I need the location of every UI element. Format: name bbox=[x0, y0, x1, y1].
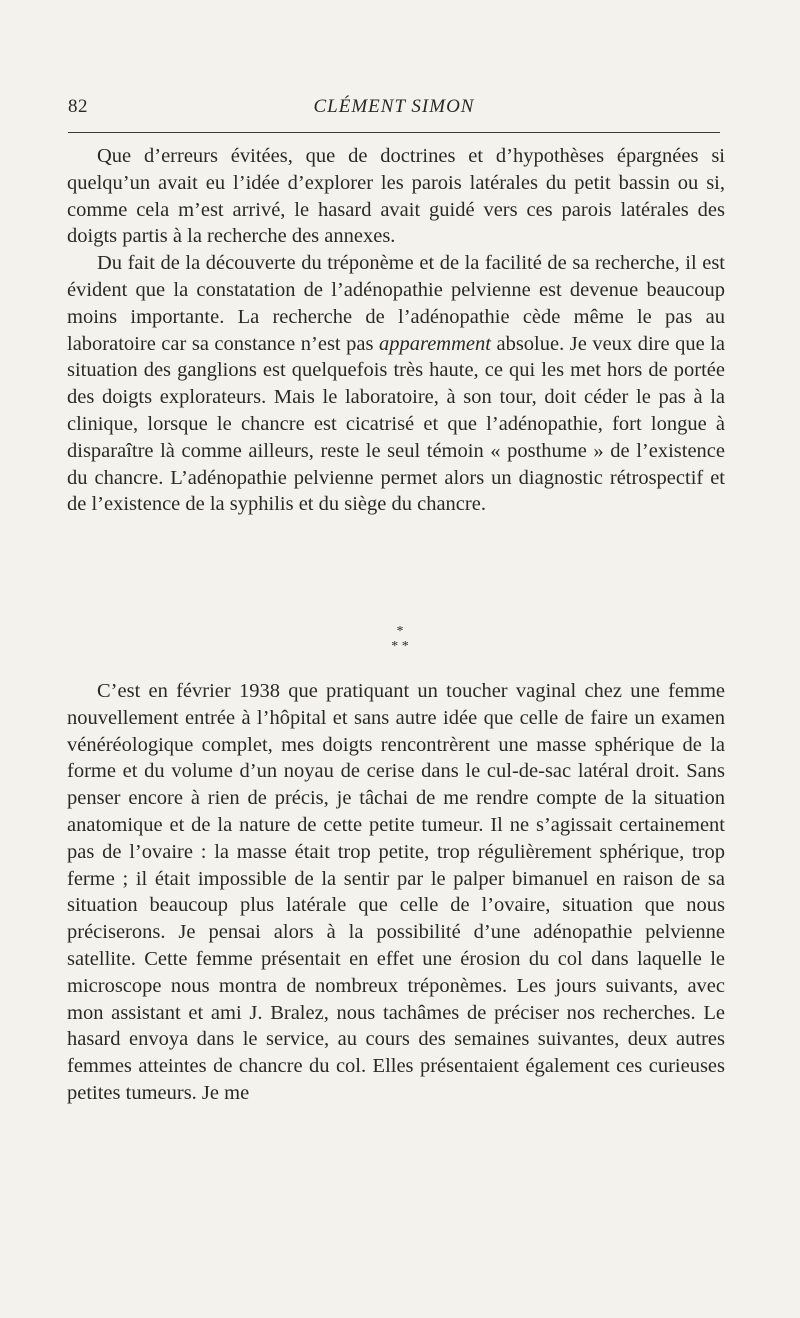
paragraph-2-start: Du fait de la découverte du tréponème et de la facilité de sa recherche, il est évident que la constatation de l’adénopathie pelvienne est devenue beaucoup moins importante. La recherche de l’adénopathie cède même le pas au laboratoire car sa constance n’est pas bbox=[67, 252, 725, 355]
paragraph-3: C’est en février 1938 que pratiquant un toucher vaginal chez une femme nouvellement entrée à l’hôpital et sans autre idée que celle de faire un examen vénéréologique complet, mes doigts rencontrèrent une masse sphérique de la forme et du volume d’un noyau de cerise dans le cul-de-sac latéral droit. Sans penser encore à rien de précis, je tâchai de me rendre compte de la situation anatomique et de la nature de cette petite tumeur. Il ne s’agissait certainement pas de l’ovaire : la masse était trop petite, trop régulièrement sphérique, trop ferme ; il était impossible de la sentir par le palper bimanuel en raison de sa situation beaucoup plus latérale que celle de l’ovaire, situation que nous préciserons. Je pensai alors à la possibilité d’une adénopathie pelvienne satellite. Cette femme présentait en effet une érosion du col dans laquelle le microscope nous montra de nombreux tréponèmes. Les jours suivants, avec mon assistant et ami J. Bralez, nous tachâmes de préciser nos recherches. Le hasard envoya dans le service, au cours des semaines suivantes, deux autres femmes atteintes de chancre du col. Elles présentaient également ces curieuses petites tumeurs. Je me bbox=[67, 680, 725, 1104]
paragraph-1: Que d’erreurs évitées, que de doctrines et d’hypothèses épargnées si quelqu’un avait eu l’idée d’explorer les parois latérales du petit bassin ou si, comme cela m’est arrivé, le hasard avait guidé vers ces parois latérales des doigts partis à la recherche des annexes. bbox=[67, 145, 725, 248]
asterism-bottom: * * bbox=[391, 639, 409, 654]
paragraph-2 bbox=[67, 250, 725, 518]
paragraph-2-emphasis: apparemment bbox=[378, 332, 491, 355]
paragraph-2-end: absolue. Je veux dire que la situation des ganglions est quelquefois très haute, ce qui les met hors de portée des doigts explorateurs. Mais le laboratoire, à son tour, doit céder le pas à la clinique, lorsque le chancre est cicatrisé et que l’adénopathie, fort longue à disparaître là comme ailleurs, reste le seul témoin « posthume » de l’existence du chancre. L’adénopathie pelvienne permet alors un diagnostic rétrospectif et de l’existence de la syphilis et du siège du chancre. bbox=[67, 332, 725, 516]
section-break-asterism bbox=[0, 624, 800, 664]
running-head bbox=[68, 96, 720, 124]
running-title: CLÉMENT SIMON bbox=[313, 96, 475, 117]
asterism-top: * bbox=[396, 624, 404, 639]
text-block-upper bbox=[67, 143, 725, 518]
header-rule bbox=[68, 132, 720, 133]
text-block-lower bbox=[67, 678, 725, 1107]
page-number: 82 bbox=[68, 96, 88, 117]
